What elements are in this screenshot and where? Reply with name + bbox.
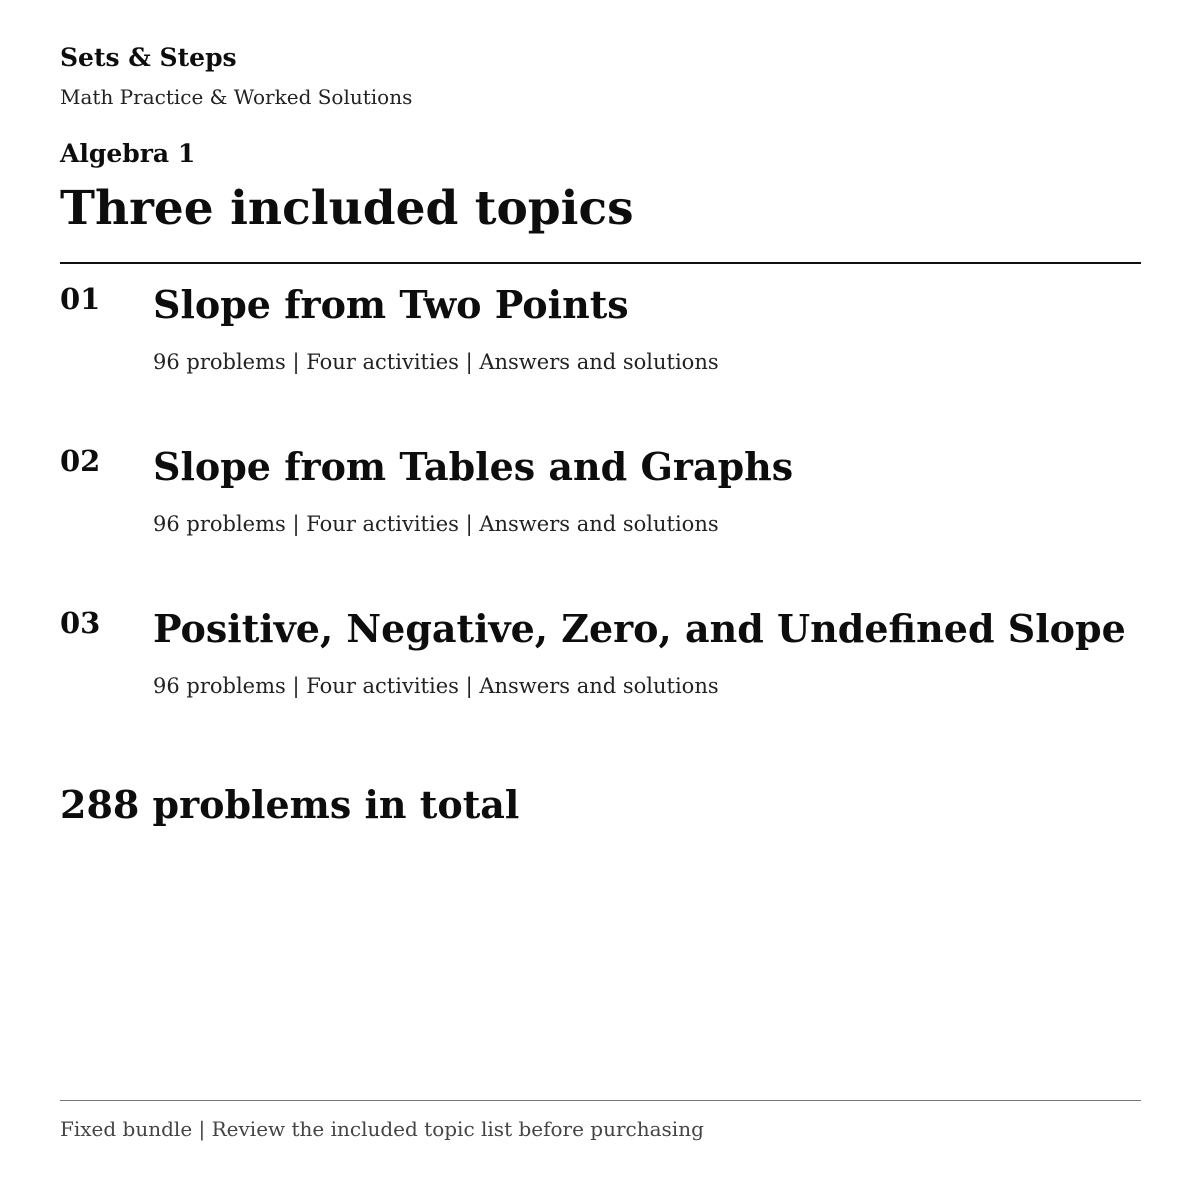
topic-meta: 96 problems | Four activities | Answers and solutions <box>153 350 719 374</box>
topic-number: 02 <box>60 444 101 478</box>
course-label: Algebra 1 <box>60 139 196 168</box>
topic-meta: 96 problems | Four activities | Answers and solutions <box>153 512 719 536</box>
topic-number: 03 <box>60 606 101 640</box>
topic-item <box>60 606 1141 726</box>
topic-item <box>60 282 1141 402</box>
topic-item <box>60 444 1141 564</box>
topic-title: Positive, Negative, Zero, and Undefined Slope <box>153 606 1126 651</box>
topic-number: 01 <box>60 282 101 316</box>
topic-meta: 96 problems | Four activities | Answers and solutions <box>153 674 719 698</box>
page-title: Three included topics <box>60 181 634 236</box>
total-problems: 288 problems in total <box>60 782 520 827</box>
footer-divider <box>60 1100 1141 1101</box>
footer-note: Fixed bundle | Review the included topic list before purchasing <box>60 1117 704 1141</box>
title-divider <box>60 262 1141 264</box>
brand-name: Sets & Steps <box>60 43 237 72</box>
brand-tagline: Math Practice & Worked Solutions <box>60 85 413 109</box>
topic-title: Slope from Tables and Graphs <box>153 444 794 489</box>
topic-title: Slope from Two Points <box>153 282 629 327</box>
